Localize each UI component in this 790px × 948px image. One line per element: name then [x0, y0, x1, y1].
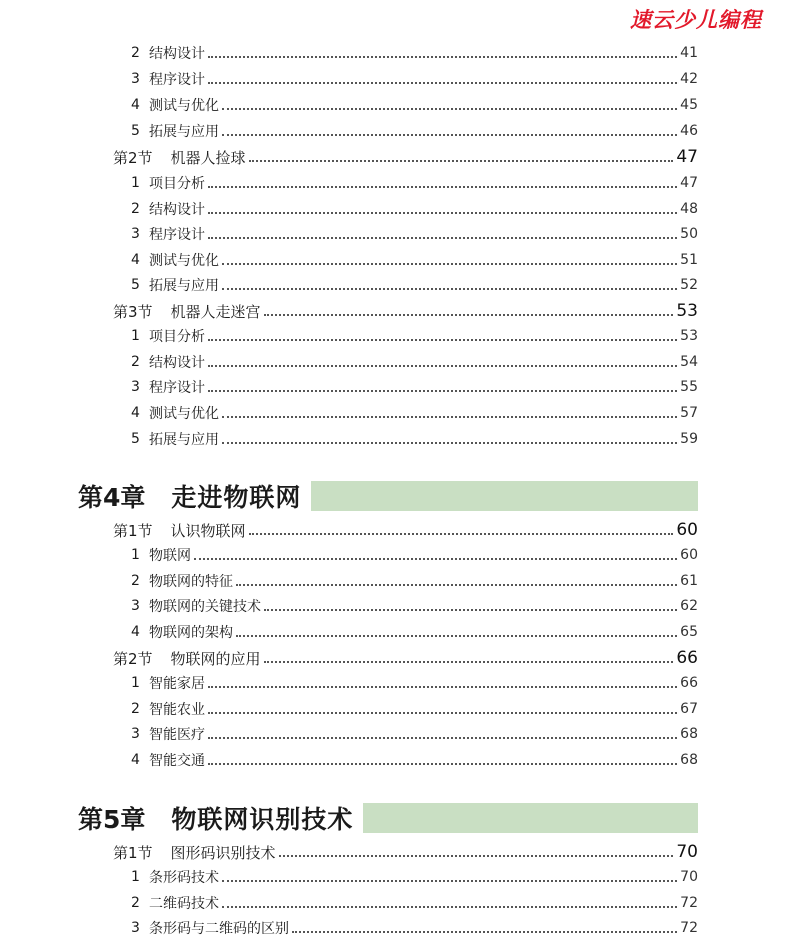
toc-section[interactable] — [0, 298, 790, 324]
item-number: 1 — [131, 328, 140, 344]
item-title: 测试与优化 — [149, 98, 219, 114]
leader-dots — [279, 855, 674, 857]
leader-dots — [222, 416, 677, 418]
leader-dots — [292, 931, 677, 933]
leader-dots — [208, 237, 677, 239]
item-title: 物联网 — [149, 548, 191, 564]
toc-item[interactable] — [0, 670, 790, 696]
leader-dots — [208, 686, 677, 688]
item-number: 2 — [131, 201, 140, 217]
leader-dots — [222, 263, 677, 265]
item-title: 结构设计 — [149, 46, 205, 62]
page-number: 70 — [680, 869, 698, 885]
toc-item[interactable] — [0, 542, 790, 568]
item-title: 项目分析 — [149, 176, 205, 192]
page-number: 65 — [680, 624, 698, 640]
item-title: 智能医疗 — [149, 727, 205, 743]
leader-dots — [208, 365, 677, 367]
toc-item[interactable] — [0, 568, 790, 594]
section-label: 第2节 — [113, 649, 153, 668]
page-number: 57 — [680, 405, 698, 421]
item-number: 4 — [131, 97, 140, 113]
toc-section[interactable] — [0, 517, 790, 543]
leader-dots — [249, 160, 674, 162]
page-number: 53 — [680, 328, 698, 344]
toc-item[interactable] — [0, 721, 790, 747]
leader-dots — [194, 558, 677, 560]
toc-item[interactable] — [0, 66, 790, 92]
item-number: 4 — [131, 752, 140, 768]
toc-item[interactable] — [0, 221, 790, 247]
section-title: 物联网的应用 — [170, 649, 261, 668]
leader-dots — [249, 533, 674, 535]
item-number: 3 — [131, 379, 140, 395]
toc-item[interactable] — [0, 400, 790, 426]
page-number: 60 — [676, 520, 698, 540]
chapter-bar — [311, 481, 698, 511]
chapter-label: 第5章 — [78, 805, 146, 834]
toc-item[interactable] — [0, 747, 790, 773]
toc-item[interactable] — [0, 864, 790, 890]
toc-item[interactable] — [0, 247, 790, 273]
leader-dots — [208, 763, 677, 765]
leader-dots — [208, 212, 677, 214]
leader-dots — [222, 288, 677, 290]
toc-item[interactable] — [0, 374, 790, 400]
page-number: 66 — [676, 648, 698, 668]
item-number: 2 — [131, 45, 140, 61]
item-number: 5 — [131, 123, 140, 139]
item-number: 4 — [131, 624, 140, 640]
leader-dots — [208, 56, 677, 58]
chapter-heading[interactable] — [0, 476, 790, 516]
toc-item[interactable] — [0, 915, 790, 941]
leader-dots — [264, 609, 677, 611]
item-title: 条形码与二维码的区别 — [149, 921, 289, 937]
item-number: 2 — [131, 573, 140, 589]
item-title: 结构设计 — [149, 202, 205, 218]
item-number: 1 — [131, 675, 140, 691]
item-title: 测试与优化 — [149, 406, 219, 422]
page-number: 50 — [680, 226, 698, 242]
chapter-bar — [363, 803, 698, 833]
item-title: 二维码技术 — [149, 896, 219, 912]
toc-item[interactable] — [0, 619, 790, 645]
item-title: 拓展与应用 — [149, 278, 219, 294]
page-number: 66 — [680, 675, 698, 691]
chapter-label: 第4章 — [78, 483, 146, 512]
page-number: 47 — [676, 147, 698, 167]
section-label: 第3节 — [113, 302, 153, 321]
toc-item[interactable] — [0, 349, 790, 375]
page-number: 61 — [680, 573, 698, 589]
section-title: 认识物联网 — [170, 521, 246, 540]
item-title: 智能交通 — [149, 753, 205, 769]
toc-item[interactable] — [0, 170, 790, 196]
leader-dots — [264, 314, 674, 316]
item-title: 项目分析 — [149, 329, 205, 345]
item-number: 2 — [131, 701, 140, 717]
section-title: 机器人走迷宫 — [170, 302, 261, 321]
page-number: 70 — [676, 842, 698, 862]
item-number: 4 — [131, 252, 140, 268]
leader-dots — [222, 880, 677, 882]
leader-dots — [208, 339, 677, 341]
page-number: 60 — [680, 547, 698, 563]
leader-dots — [208, 390, 677, 392]
item-title: 拓展与应用 — [149, 124, 219, 140]
leader-dots — [222, 108, 677, 110]
page-number: 72 — [680, 895, 698, 911]
toc-item[interactable] — [0, 118, 790, 144]
page-number: 67 — [680, 701, 698, 717]
leader-dots — [222, 442, 677, 444]
item-number: 2 — [131, 354, 140, 370]
toc-section[interactable] — [0, 144, 790, 170]
chapter-title: 物联网识别技术 — [171, 805, 354, 834]
item-title: 智能农业 — [149, 702, 205, 718]
toc-section[interactable] — [0, 645, 790, 671]
toc-section[interactable] — [0, 839, 790, 865]
item-title: 物联网的特征 — [149, 574, 233, 590]
toc-item[interactable] — [0, 40, 790, 66]
item-title: 拓展与应用 — [149, 432, 219, 448]
item-number: 5 — [131, 277, 140, 293]
brand-logo: 速云少儿编程 — [630, 7, 762, 32]
page-number: 52 — [680, 277, 698, 293]
item-title: 物联网的架构 — [149, 625, 233, 641]
toc-item[interactable] — [0, 696, 790, 722]
page-number: 46 — [680, 123, 698, 139]
page-number: 54 — [680, 354, 698, 370]
item-number: 3 — [131, 598, 140, 614]
toc-item[interactable] — [0, 196, 790, 222]
page-number: 68 — [680, 726, 698, 742]
toc-item[interactable] — [0, 92, 790, 118]
leader-dots — [236, 635, 677, 637]
item-title: 程序设计 — [149, 380, 205, 396]
page-number: 62 — [680, 598, 698, 614]
page-number: 41 — [680, 45, 698, 61]
item-number: 3 — [131, 71, 140, 87]
leader-dots — [208, 712, 677, 714]
page-number: 47 — [680, 175, 698, 191]
item-title: 物联网的关键技术 — [149, 599, 261, 615]
item-number: 3 — [131, 226, 140, 242]
page-number: 45 — [680, 97, 698, 113]
page-number: 72 — [680, 920, 698, 936]
item-title: 程序设计 — [149, 227, 205, 243]
item-title: 结构设计 — [149, 355, 205, 371]
toc-item[interactable] — [0, 890, 790, 916]
leader-dots — [264, 661, 674, 663]
section-title: 机器人捡球 — [170, 148, 246, 167]
toc-item[interactable] — [0, 426, 790, 452]
toc-item[interactable] — [0, 272, 790, 298]
page-number: 42 — [680, 71, 698, 87]
item-number: 2 — [131, 895, 140, 911]
leader-dots — [208, 82, 677, 84]
section-label: 第1节 — [113, 521, 153, 540]
section-title: 图形码识别技术 — [170, 843, 276, 862]
item-title: 智能家居 — [149, 676, 205, 692]
item-number: 1 — [131, 869, 140, 885]
leader-dots — [222, 134, 677, 136]
page-number: 53 — [676, 301, 698, 321]
item-title: 程序设计 — [149, 72, 205, 88]
leader-dots — [222, 906, 677, 908]
item-number: 1 — [131, 547, 140, 563]
item-number: 3 — [131, 726, 140, 742]
leader-dots — [236, 584, 677, 586]
item-number: 1 — [131, 175, 140, 191]
item-number: 4 — [131, 405, 140, 421]
item-title: 测试与优化 — [149, 253, 219, 269]
item-number: 5 — [131, 431, 140, 447]
toc-item[interactable] — [0, 593, 790, 619]
page-number: 51 — [680, 252, 698, 268]
section-label: 第2节 — [113, 148, 153, 167]
page-number: 59 — [680, 431, 698, 447]
page-number: 68 — [680, 752, 698, 768]
page-number: 48 — [680, 201, 698, 217]
chapter-heading[interactable] — [0, 798, 790, 838]
item-title: 条形码技术 — [149, 870, 219, 886]
section-label: 第1节 — [113, 843, 153, 862]
toc-item[interactable] — [0, 323, 790, 349]
item-number: 3 — [131, 920, 140, 936]
leader-dots — [208, 737, 677, 739]
page-number: 55 — [680, 379, 698, 395]
chapter-title: 走进物联网 — [171, 483, 302, 512]
leader-dots — [208, 186, 677, 188]
